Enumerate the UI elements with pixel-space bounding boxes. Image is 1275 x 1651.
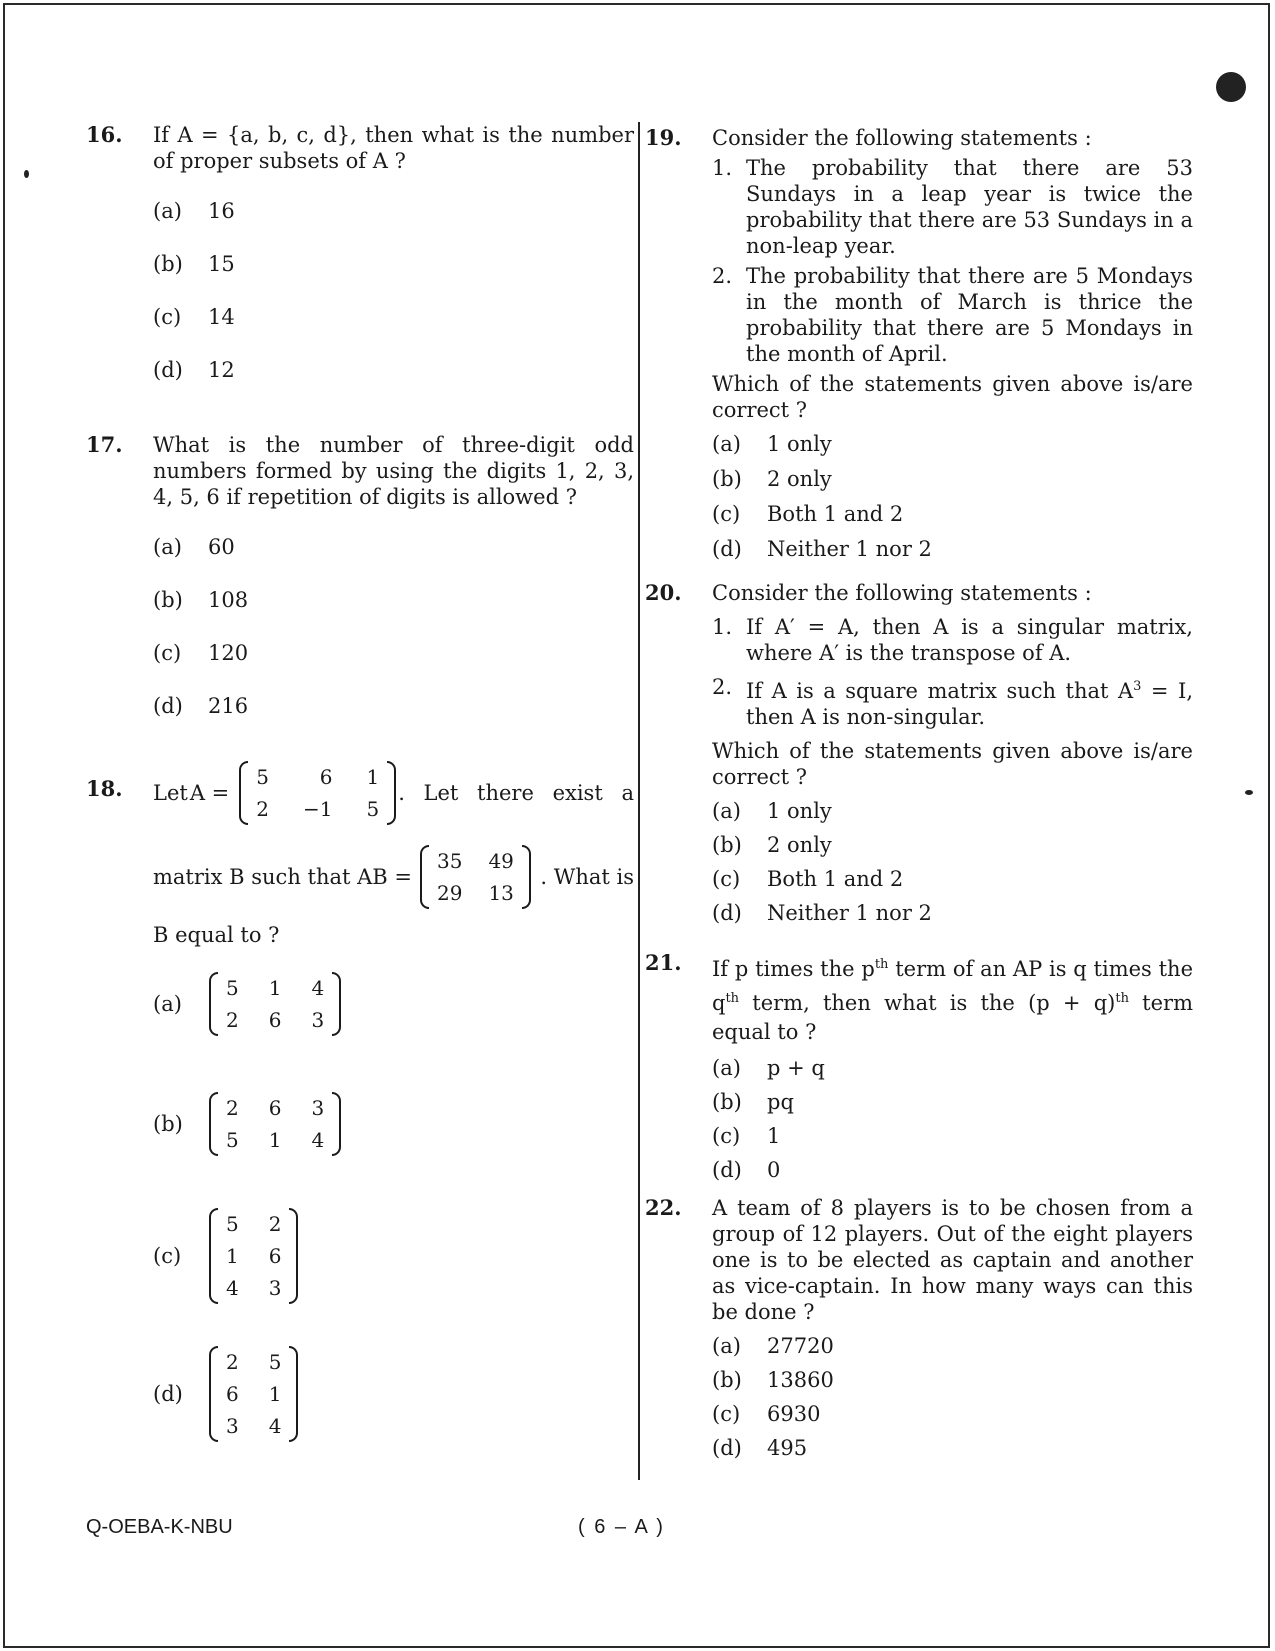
matrix-cell: 4 (311, 1128, 325, 1152)
statement-2 (712, 674, 1193, 730)
option-a[interactable] (153, 198, 634, 224)
option-label: (c) (712, 867, 741, 891)
option-label: (b) (712, 1368, 742, 1392)
matrix-cell: 5 (226, 976, 239, 1000)
matrix-cell: 6 (268, 1244, 282, 1268)
question-intro: Consider the following statements : (712, 581, 1092, 605)
option-label: (a) (712, 432, 741, 456)
option-value: pq (767, 1090, 794, 1114)
statement-number: 1. (712, 615, 733, 639)
question-text: If A = {a, b, c, d}, then what is the number of proper subsets of A ? (153, 123, 634, 173)
matrix-cell: 2 (256, 797, 269, 821)
question-text: Which of the statements given above is/are correct ? (712, 739, 1193, 789)
question-22 (645, 1195, 1193, 1461)
question-text-end: B equal to ? (153, 923, 280, 947)
matrix-cell: 1 (268, 1128, 282, 1152)
question-text-part: term of an AP is q times the q (712, 957, 1194, 1015)
matrix-cell: 2 (226, 1008, 239, 1032)
option-a[interactable] (153, 964, 634, 1044)
question-number: 19. (645, 125, 682, 150)
option-d[interactable] (712, 536, 1193, 562)
option-value: 12 (208, 358, 235, 382)
matrix-cell: 4 (311, 976, 325, 1000)
option-matrix (209, 1346, 298, 1442)
option-b[interactable] (153, 251, 634, 277)
option-b[interactable] (153, 587, 634, 613)
option-value: 6930 (767, 1402, 821, 1426)
question-number: 18. (86, 776, 123, 801)
matrix-cell: 6 (268, 1096, 282, 1120)
matrix-cell: 3 (226, 1414, 239, 1438)
option-a[interactable] (712, 798, 1193, 824)
option-label: (c) (153, 641, 182, 665)
footer-code: Q-OEBA-K-NBU (86, 1516, 233, 1538)
option-a[interactable] (712, 1055, 1193, 1081)
option-value: 60 (208, 535, 235, 559)
option-label: (b) (153, 1112, 183, 1136)
matrix-cell: 6 (268, 1008, 282, 1032)
matrix-cell: 5 (226, 1212, 239, 1236)
option-d[interactable] (712, 1435, 1193, 1461)
matrix-cell: 4 (226, 1276, 239, 1300)
matrix-cell: 5 (256, 765, 269, 789)
option-label: (d) (712, 901, 742, 925)
scan-mark (1216, 72, 1246, 102)
option-b[interactable] (153, 1084, 634, 1164)
superscript: th (874, 957, 889, 972)
option-label: (b) (712, 1090, 742, 1114)
question-19 (645, 125, 1193, 580)
option-label: (a) (153, 535, 182, 559)
option-value: 27720 (767, 1334, 834, 1358)
question-text: What is the number of three-digit odd numbers formed by using the digits 1, 2, 3, 4, 5, 6 if repetition of digits is allowed ? (153, 433, 634, 509)
matrix-cell: 3 (311, 1008, 325, 1032)
option-c[interactable] (712, 501, 1193, 527)
question-18 (86, 762, 634, 1452)
option-label: (b) (153, 252, 183, 276)
statement-text-part: If A is a square matrix such that A (746, 679, 1134, 703)
option-label: (c) (153, 305, 182, 329)
option-value: 120 (208, 641, 249, 665)
option-value: 2 only (767, 467, 832, 491)
option-c[interactable] (712, 866, 1193, 892)
option-value: 2 only (767, 833, 832, 857)
matrix-cell: 1 (226, 1244, 239, 1268)
matrix-cell: 35 (436, 849, 463, 873)
option-value: p + q (767, 1056, 825, 1080)
option-label: (a) (712, 1056, 741, 1080)
statement-2 (712, 263, 1193, 367)
option-value: 108 (208, 588, 249, 612)
option-label: (d) (153, 1382, 183, 1406)
option-c[interactable] (712, 1401, 1193, 1427)
matrix-cell: 5 (366, 797, 380, 821)
column-divider (638, 122, 640, 1480)
option-label: (d) (712, 537, 742, 561)
option-label: (b) (712, 467, 742, 491)
option-value: 16 (208, 199, 235, 223)
option-label: (d) (153, 694, 183, 718)
option-d[interactable] (153, 357, 634, 383)
option-matrix (209, 1208, 298, 1304)
option-value: 1 only (767, 799, 832, 823)
exponent: 3 (1133, 679, 1142, 694)
statement-text: The probability that there are 5 Mondays in the month of March is thrice the probability that there are 5 Mondays in the month of April. (746, 264, 1193, 366)
option-value: Both 1 and 2 (767, 502, 904, 526)
statement-text-part: = I, then A is non-singular. (746, 679, 1193, 729)
scan-mark (1245, 790, 1253, 795)
matrix-cell: 3 (311, 1096, 325, 1120)
option-value: 495 (767, 1436, 808, 1460)
option-value: 0 (767, 1158, 781, 1182)
option-label: (d) (712, 1436, 742, 1460)
option-a[interactable] (153, 534, 634, 560)
option-d[interactable] (153, 1336, 634, 1452)
option-b[interactable] (712, 466, 1193, 492)
scan-mark (24, 170, 29, 178)
question-17 (86, 432, 634, 762)
option-value: 216 (208, 694, 249, 718)
statement-number: 1. (712, 156, 733, 180)
matrix-cell: 6 (319, 765, 333, 789)
option-c[interactable] (153, 1198, 634, 1314)
option-c[interactable] (153, 304, 634, 330)
option-label: (c) (153, 1244, 182, 1268)
option-value: Both 1 and 2 (767, 867, 904, 891)
question-16 (86, 122, 634, 432)
superscript: th (725, 991, 740, 1006)
question-number: 21. (645, 950, 682, 975)
superscript: th (1115, 991, 1129, 1006)
matrix-cell: 29 (436, 881, 463, 905)
matrix-cell: 5 (268, 1350, 282, 1374)
matrix-cell: 2 (268, 1212, 282, 1236)
option-d[interactable] (153, 693, 634, 719)
option-label: (a) (712, 1334, 741, 1358)
option-c[interactable] (712, 1123, 1193, 1149)
matrix-ab (420, 845, 531, 909)
option-value: 1 (767, 1124, 781, 1148)
option-b[interactable] (712, 1367, 1193, 1393)
option-label: (b) (153, 588, 183, 612)
option-d[interactable] (712, 900, 1193, 926)
text-let-there-exist: . Let there exist a (398, 781, 634, 805)
statement-1 (712, 614, 1193, 666)
option-value: Neither 1 nor 2 (767, 901, 932, 925)
matrix-cell: 13 (488, 881, 514, 905)
question-21 (645, 950, 1193, 1195)
footer-page-number: ( 6 – A ) (578, 1516, 663, 1538)
option-label: (d) (712, 1158, 742, 1182)
question-20 (645, 580, 1193, 950)
matrix-cell: 4 (268, 1414, 282, 1438)
matrix-cell: −1 (302, 797, 333, 821)
text-matrix-b: matrix B such that AB = (153, 865, 412, 889)
statement-text (746, 674, 1193, 730)
option-a[interactable] (712, 431, 1193, 457)
question-number: 16. (86, 122, 123, 147)
statement-number: 2. (712, 675, 733, 699)
option-value: 1 only (767, 432, 832, 456)
left-column (86, 122, 634, 1452)
matrix-cell: 2 (226, 1096, 239, 1120)
question-intro: Consider the following statements : (712, 126, 1092, 150)
option-label: (b) (712, 833, 742, 857)
option-label: (a) (153, 199, 182, 223)
matrix-cell: 6 (226, 1382, 239, 1406)
option-label: (c) (712, 502, 741, 526)
option-b[interactable] (712, 832, 1193, 858)
question-number: 20. (645, 580, 682, 605)
matrix-a (239, 761, 396, 825)
option-b[interactable] (712, 1089, 1193, 1115)
option-label: (a) (153, 992, 182, 1016)
question-number: 17. (86, 432, 123, 457)
option-value: 14 (208, 305, 235, 329)
option-label: (d) (153, 358, 183, 382)
matrix-cell: 3 (268, 1276, 282, 1300)
matrix-cell: 5 (226, 1128, 239, 1152)
question-text-part: term, then what is the (p + q) (739, 991, 1116, 1015)
statement-text: The probability that there are 53 Sundays in a leap year is twice the probability that there are 53 Sundays in a non-leap year. (746, 156, 1193, 258)
option-matrix (209, 972, 341, 1036)
option-label: (a) (712, 799, 741, 823)
statement-number: 2. (712, 264, 733, 288)
option-d[interactable] (712, 1157, 1193, 1183)
option-value: Neither 1 nor 2 (767, 537, 932, 561)
option-label: (c) (712, 1402, 741, 1426)
option-c[interactable] (153, 640, 634, 666)
option-matrix (209, 1092, 341, 1156)
matrix-cell: 1 (268, 1382, 282, 1406)
question-text-part: term equal to ? (712, 991, 1193, 1044)
option-label: (c) (712, 1124, 741, 1148)
statement-text: If A′ = A, then A is a singular matrix, where A′ is the transpose of A. (746, 615, 1193, 665)
right-column (645, 125, 1193, 1461)
question-text: Which of the statements given above is/are correct ? (712, 372, 1193, 422)
question-text-part: If p times the p (712, 957, 875, 981)
question-number: 22. (645, 1195, 682, 1220)
text-let: Let (153, 781, 188, 805)
text-a-equals: A = (189, 781, 230, 805)
option-value: 15 (208, 252, 235, 276)
option-a[interactable] (712, 1333, 1193, 1359)
matrix-cell: 49 (488, 849, 514, 873)
text-what-is: . What is (540, 865, 634, 889)
option-value: 13860 (767, 1368, 834, 1392)
matrix-cell: 2 (226, 1350, 239, 1374)
question-text (712, 950, 1193, 1047)
statement-1 (712, 155, 1193, 259)
matrix-cell: 1 (366, 765, 380, 789)
matrix-cell: 1 (268, 976, 282, 1000)
question-text: A team of 8 players is to be chosen from a group of 12 players. Out of the eight players one is to be elected as captain and another as vice-captain. In how many ways can this be done ? (712, 1196, 1193, 1324)
